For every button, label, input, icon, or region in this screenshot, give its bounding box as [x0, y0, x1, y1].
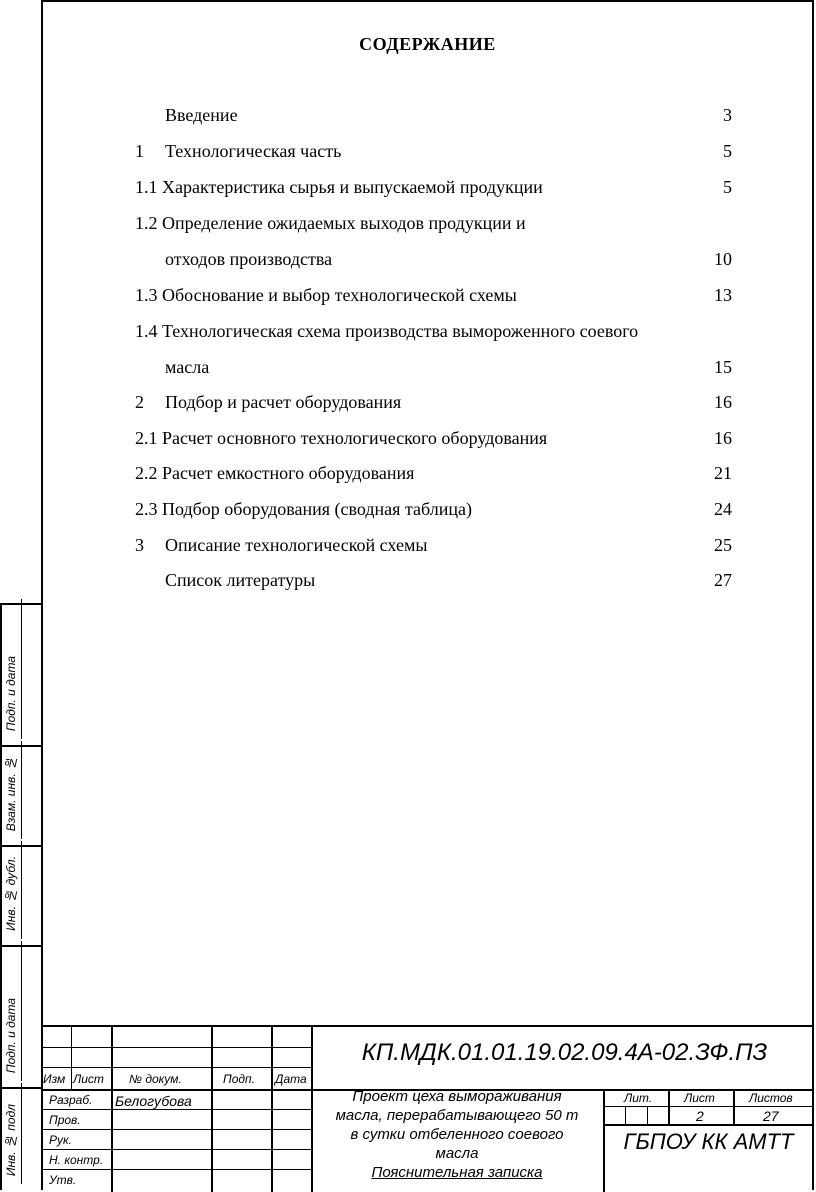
toc-row: [0, 280, 816, 310]
toc-entry-text: 1.2 Определение ожидаемых выходов продукции и: [135, 213, 526, 233]
project-title: [311, 1087, 603, 1182]
strip-label: Подп. и дата: [4, 997, 18, 1073]
toc-row: [0, 530, 816, 560]
header-data: Дата: [275, 1072, 307, 1086]
project-title-line: Пояснительная записка: [371, 1164, 543, 1181]
toc-entry-page: 5: [723, 177, 732, 197]
toc-entry-text: Подбор и расчет оборудования: [165, 392, 402, 412]
toc-row: [0, 316, 816, 346]
header-list: Лист: [73, 1072, 104, 1086]
role-utv: Утв.: [49, 1173, 77, 1187]
toc-title: СОДЕРЖАНИЕ: [359, 34, 496, 54]
toc-entry-page: 10: [714, 249, 732, 269]
toc-entry-page: 27: [714, 570, 732, 590]
toc-row: [0, 172, 816, 202]
toc-entry-text: 2.3 Подбор оборудования (сводная таблица): [135, 499, 472, 519]
toc-entry-text: Список литературы: [165, 570, 316, 590]
project-title-line: в сутки отбеленного соевого: [350, 1126, 564, 1143]
toc-entry-text: Описание технологической схемы: [165, 535, 428, 555]
toc-entry-text: 1.1 Характеристика сырья и выпускаемой продукции: [135, 177, 543, 197]
toc-row: [0, 565, 816, 595]
toc-entry-page: 16: [714, 392, 732, 412]
toc-entry-number: 3: [135, 535, 144, 555]
toc-row: [0, 494, 816, 524]
project-title-line: масла, перерабатывающего 50 т: [335, 1107, 579, 1124]
toc-entry-number: 1: [135, 141, 144, 161]
toc-entry-text: Введение: [165, 105, 238, 125]
document-code: КП.МДК.01.01.19.02.09.4А-02.ЗФ.ПЗ: [361, 1039, 768, 1066]
toc-entry-text: отходов производства: [165, 249, 333, 269]
strip-inv-dubl: [0, 845, 41, 945]
toc-entry-page: 15: [714, 357, 732, 377]
toc-entry-page: 3: [723, 105, 732, 125]
list-label: Лист: [684, 1091, 715, 1105]
toc-row: [0, 244, 816, 274]
razrab-name: Белогубова: [115, 1093, 192, 1109]
toc-entry-text: 2.2 Расчет емкостного оборудования: [135, 463, 415, 483]
toc-entry-page: 25: [714, 535, 732, 555]
toc-row: [0, 387, 816, 417]
list-value: 2: [696, 1108, 704, 1124]
strip-podp-data-bottom: [0, 945, 41, 1087]
strip-label: Подп. и дата: [4, 655, 18, 731]
organization-name: ГБПОУ КК АМТТ: [623, 1129, 794, 1154]
strip-label: Инв. № подл: [4, 1103, 18, 1176]
toc-entry-text: 1.3 Обоснование и выбор технологической схемы: [135, 285, 517, 305]
project-title-line: Проект цеха вымораживания: [352, 1088, 562, 1105]
strip-label: Взам. инв. №: [4, 755, 18, 831]
toc-row: [0, 423, 816, 453]
toc-row: [0, 100, 816, 130]
listov-value: 27: [763, 1108, 779, 1124]
toc-row: [0, 208, 816, 238]
toc-entry-page: 21: [714, 463, 732, 483]
toc-entry-text: Технологическая часть: [165, 141, 342, 161]
lit-label: Лит.: [624, 1091, 653, 1105]
toc-entry-text: 1.4 Технологическая схема производства вымороженного соевого: [135, 321, 639, 341]
toc-entry-page: 13: [714, 285, 732, 305]
role-razrab: Разраб.: [49, 1093, 93, 1107]
toc-entry-page: 16: [714, 428, 732, 448]
header-podp: Подп.: [223, 1072, 255, 1086]
role-ruk: Рук.: [49, 1133, 73, 1147]
project-title-line: масла: [435, 1145, 479, 1162]
header-doc-num: № докум.: [129, 1072, 182, 1086]
toc-entry-page: 5: [723, 141, 732, 161]
toc-entry-text: 2.1 Расчет основного технологического оборудования: [135, 428, 548, 448]
role-n-kontr: Н. контр.: [49, 1153, 104, 1167]
strip-label: Инв. № дубл.: [4, 856, 18, 931]
toc-entry-number: 2: [135, 392, 144, 412]
strip-inv-podl: [0, 1087, 41, 1190]
strip-podp-data-top: [0, 603, 41, 745]
role-prov: Пров.: [49, 1113, 81, 1127]
listov-label: Листов: [749, 1091, 793, 1105]
toc-entry-text: масла: [165, 357, 210, 377]
toc-row: [0, 458, 816, 488]
title-block: [41, 1025, 814, 1190]
header-izm: Изм: [43, 1072, 66, 1086]
strip-vzam-inv: [0, 745, 41, 845]
toc-row: [0, 136, 816, 166]
toc-entry-page: 24: [714, 499, 732, 519]
toc-row: [0, 352, 816, 382]
